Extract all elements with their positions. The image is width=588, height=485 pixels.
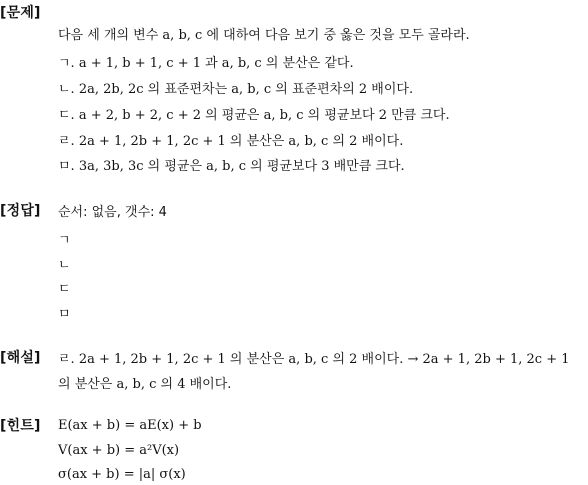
hint-formula-mean: E(ax + b) = aE(x) + b <box>58 418 202 433</box>
answer-item-1: ㄱ <box>58 233 71 248</box>
choice-2: ㄴ. 2a, 2b, 2c 의 표준편차는 a, b, c 의 표준편차의 2 배이다. <box>58 82 414 97</box>
hint-label: [힌트] <box>0 418 41 434</box>
choice-1: ㄱ. a + 1, b + 1, c + 1 과 a, b, c 의 분산은 같다. <box>58 56 354 71</box>
answer-item-3: ㄷ <box>58 282 71 297</box>
answer-summary: 순서: 없음, 갯수: 4 <box>58 205 167 220</box>
problem-label: [문제] <box>0 5 41 21</box>
choice-4: ㄹ. 2a + 1, 2b + 1, 2c + 1 의 분산은 a, b, c 의 2 배이다. <box>58 134 404 149</box>
choice-3: ㄷ. a + 2, b + 2, c + 2 의 평균은 a, b, c 의 평균보다 2 만큼 크다. <box>58 108 450 123</box>
answer-item-2: ㄴ <box>58 258 71 273</box>
hint-formula-stddev: σ(ax + b) = |a| σ(x) <box>58 467 186 482</box>
explanation-line-1: ㄹ. 2a + 1, 2b + 1, 2c + 1 의 분산은 a, b, c 의 2 배이다. → 2a + 1, 2b + 1, 2c + 1 <box>58 352 570 367</box>
answer-label: [정답] <box>0 203 41 219</box>
explanation-line-2: 의 분산은 a, b, c 의 4 배이다. <box>58 377 232 392</box>
choice-5: ㅁ. 3a, 3b, 3c 의 평균은 a, b, c 의 평균보다 3 배만큼 크다. <box>58 159 405 174</box>
answer-item-4: ㅁ <box>58 307 71 322</box>
explanation-label: [해설] <box>0 350 41 366</box>
problem-stem: 다음 세 개의 변수 a, b, c 에 대하여 다음 보기 중 옳은 것을 모두 골라라. <box>58 28 470 43</box>
hint-formula-variance: V(ax + b) = a²V(x) <box>58 443 180 458</box>
